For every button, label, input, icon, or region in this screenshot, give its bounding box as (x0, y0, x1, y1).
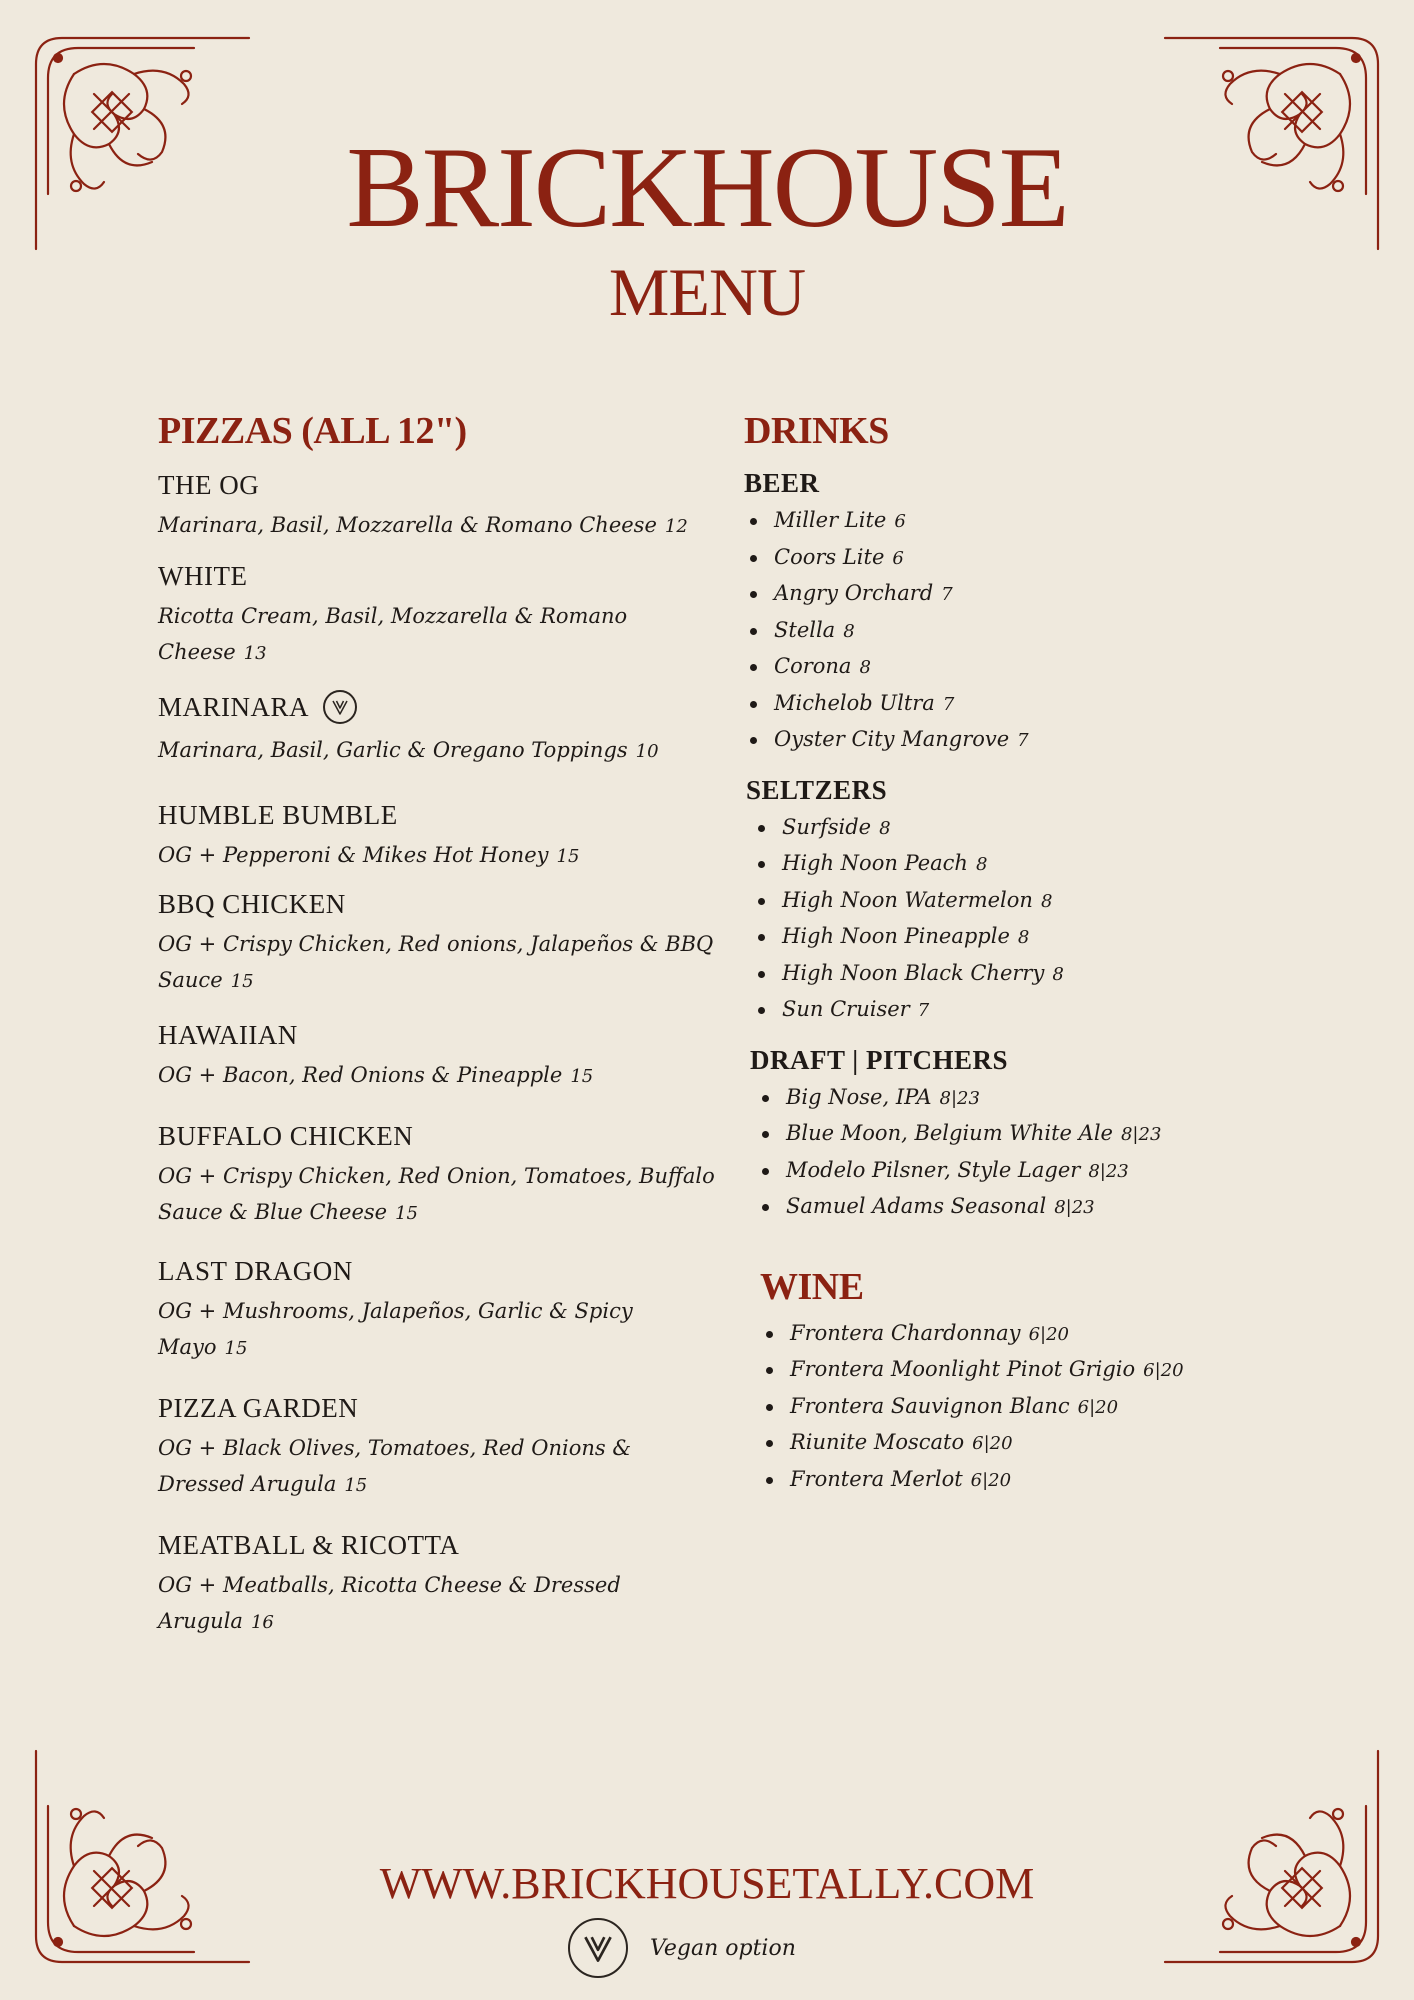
beer-item-price: 6 (894, 511, 906, 532)
wine-item-name: Riunite Moscato (790, 1430, 965, 1454)
beer-item-price: 7 (1017, 730, 1029, 751)
pizza-name (158, 891, 718, 918)
seltzers-heading: SELTZERS (746, 774, 888, 805)
website-url: WWW.BRICKHOUSETALLY.COM (379, 1859, 1035, 1908)
pizza-name (158, 563, 718, 590)
wine-list (760, 1316, 1264, 1499)
pizza-name-text: BBQ CHICKEN (158, 889, 346, 919)
beer-item (744, 686, 1264, 723)
pizza-price: 12 (664, 516, 688, 537)
pizza-price: 15 (224, 1338, 248, 1359)
pizza-description (158, 507, 718, 545)
wine-item (760, 1352, 1264, 1389)
pizza-item (158, 802, 718, 875)
seltzer-item-price: 8 (1017, 927, 1030, 948)
seltzer-item-name: Surfside (782, 814, 872, 839)
pizza-item (158, 1258, 718, 1367)
seltzer-item-price: 8 (1052, 963, 1064, 985)
pizza-description-text: Marinara, Basil, Mozzarella & Romano Cheese (158, 513, 657, 537)
pizza-description (158, 1293, 718, 1367)
ornamental-corner-bottom-left (34, 1746, 254, 1966)
pizza-name-text: PIZZA GARDEN (158, 1393, 359, 1423)
pizza-item (158, 891, 718, 1000)
pizza-item (158, 1022, 718, 1095)
wine-item-price: 6|20 (970, 1469, 1012, 1491)
pizza-price: 15 (395, 1203, 418, 1224)
seltzer-item-name: Sun Cruiser (782, 997, 910, 1021)
pizza-name (158, 1395, 718, 1422)
drinks-section (744, 412, 1264, 1498)
pizza-description-text: OG + Bacon, Red Onions & Pineapple (158, 1063, 563, 1087)
pizza-item (158, 472, 718, 545)
draft-item (756, 1153, 1264, 1190)
pizza-description (158, 732, 718, 770)
wine-item-price: 6|20 (1077, 1396, 1119, 1418)
beer-item-name: Angry Orchard (774, 581, 934, 605)
beer-item-name: Coors Lite (774, 544, 885, 569)
draft-item-price: 8|23 (1054, 1197, 1095, 1218)
wine-item-price: 6|20 (1028, 1323, 1069, 1345)
pizza-name (158, 1532, 718, 1559)
pizza-price: 15 (230, 971, 254, 992)
pizza-name-text: THE OG (158, 470, 260, 500)
pizza-name (158, 1123, 718, 1150)
seltzer-item-name: High Noon Black Cherry (782, 960, 1045, 985)
beer-item (744, 722, 1264, 759)
seltzer-item-price: 7 (917, 1000, 930, 1021)
pizza-item (158, 563, 718, 672)
ornamental-corner-bottom-right (1160, 1746, 1380, 1966)
pizza-description-text: Ricotta Cream, Basil, Mozzarella & Romano Cheese (158, 604, 628, 664)
seltzer-item (752, 846, 1264, 883)
pizza-name-text: MEATBALL & RICOTTA (158, 1530, 460, 1560)
beer-item (744, 613, 1264, 650)
pizza-description-text: OG + Pepperoni & Mikes Hot Honey (158, 843, 549, 867)
seltzer-item-price: 8 (879, 817, 891, 839)
beer-item-price: 8 (859, 657, 871, 678)
vegan-v-circle-icon (323, 690, 357, 724)
beer-item-price: 8 (843, 620, 855, 642)
pizza-price: 15 (570, 1066, 594, 1087)
wine-item-price: 6|20 (972, 1433, 1013, 1454)
seltzer-item-name: High Noon Watermelon (782, 887, 1033, 912)
drinks-heading: DRINKS (744, 410, 889, 452)
draft-list (756, 1080, 1264, 1226)
pizza-description (158, 1158, 718, 1232)
draft-item-price: 8|23 (1120, 1124, 1162, 1145)
seltzer-item-name: High Noon Pineapple (782, 924, 1010, 948)
pizza-description-text: Marinara, Basil, Garlic & Oregano Toppings (158, 738, 628, 762)
pizza-description-text: OG + Crispy Chicken, Red onions, Jalapeños & BBQ Sauce (158, 932, 714, 992)
pizza-item (158, 1532, 718, 1641)
wine-item-name: Frontera Sauvignon Blanc (790, 1393, 1070, 1418)
pizza-name (158, 1258, 718, 1285)
draft-item (756, 1080, 1264, 1117)
wine-item (760, 1389, 1264, 1426)
pizza-description (158, 837, 718, 875)
beer-item-name: Oyster City Mangrove (774, 727, 1010, 751)
beer-list (744, 503, 1264, 759)
seltzer-item-price: 8 (1040, 890, 1053, 912)
draft-item-name: Modelo Pilsner, Style Lager (786, 1157, 1081, 1182)
pizza-name-text: LAST DRAGON (158, 1256, 353, 1286)
pizza-description-text: OG + Meatballs, Ricotta Cheese & Dressed Arugula (158, 1573, 621, 1633)
pizzas-section (158, 412, 718, 1641)
vegan-legend (568, 1918, 796, 1978)
pizza-list (158, 472, 718, 1641)
draft-item (756, 1116, 1264, 1153)
vegan-legend-label: Vegan option (650, 1935, 796, 1961)
pizza-price: 10 (635, 741, 659, 762)
pizza-name (158, 472, 718, 499)
beer-item-name: Corona (774, 654, 852, 678)
pizza-item (158, 690, 718, 770)
pizza-name-text: HAWAIIAN (158, 1020, 298, 1050)
beer-item-name: Miller Lite (774, 508, 887, 532)
seltzer-item-name: High Noon Peach (782, 851, 968, 875)
seltzers-list (752, 810, 1264, 1029)
pizza-item (158, 1123, 718, 1232)
seltzer-item (752, 919, 1264, 956)
pizza-description (158, 926, 718, 1000)
wine-item (760, 1462, 1264, 1499)
pizza-name-text: WHITE (158, 561, 248, 591)
pizza-price: 15 (344, 1475, 368, 1496)
wine-item-price: 6|20 (1143, 1360, 1184, 1381)
seltzer-item (752, 992, 1264, 1029)
beer-item-price: 7 (941, 584, 953, 605)
seltzer-item (752, 810, 1264, 847)
draft-item (756, 1189, 1264, 1226)
draft-heading: DRAFT | PITCHERS (750, 1044, 1008, 1075)
wine-item (760, 1316, 1264, 1353)
beer-item-price: 7 (942, 693, 955, 715)
beer-item (744, 503, 1264, 540)
seltzer-item (752, 883, 1264, 920)
pizza-description (158, 1567, 718, 1641)
wine-item-name: Frontera Chardonnay (790, 1320, 1021, 1345)
pizza-name (158, 690, 718, 724)
pizza-price: 13 (243, 643, 267, 664)
draft-item-price: 8|23 (939, 1087, 980, 1109)
beer-item (744, 576, 1264, 613)
draft-item-name: Blue Moon, Belgium White Ale (786, 1121, 1113, 1145)
pizza-description-text: OG + Black Olives, Tomatoes, Red Onions & Dressed Arugula (158, 1436, 632, 1496)
beer-item-name: Stella (774, 617, 836, 642)
draft-item-name: Big Nose, IPA (786, 1084, 932, 1109)
pizza-price: 15 (556, 846, 580, 867)
pizza-description (158, 1057, 718, 1095)
seltzer-item (752, 956, 1264, 993)
menu-subtitle: MENU (608, 254, 806, 330)
draft-item-name: Samuel Adams Seasonal (786, 1194, 1047, 1218)
pizza-description (158, 598, 718, 672)
beer-heading: BEER (744, 468, 820, 498)
pizza-name-text: HUMBLE BUMBLE (158, 800, 398, 830)
pizza-price: 16 (250, 1612, 274, 1633)
pizza-item (158, 1395, 718, 1504)
vegan-v-circle-icon (568, 1918, 628, 1978)
wine-item-name: Frontera Merlot (790, 1466, 963, 1491)
wine-item (760, 1425, 1264, 1462)
pizza-description-text: OG + Crispy Chicken, Red Onion, Tomatoes, Buffalo Sauce & Blue Cheese (158, 1164, 715, 1224)
beer-item (744, 540, 1264, 577)
beer-item-price: 6 (892, 547, 904, 569)
draft-item-price: 8|23 (1088, 1160, 1129, 1182)
pizza-description-text: OG + Mushrooms, Jalapeños, Garlic & Spicy Mayo (158, 1299, 633, 1359)
seltzer-item-price: 8 (975, 854, 988, 875)
beer-item (744, 649, 1264, 686)
pizzas-heading: PIZZAS (ALL 12") (158, 410, 467, 452)
wine-heading: WINE (760, 1265, 864, 1308)
pizza-name-text: MARINARA (158, 691, 310, 722)
pizza-description (158, 1430, 718, 1504)
pizza-name (158, 802, 718, 829)
beer-item-name: Michelob Ultra (774, 690, 935, 715)
pizza-name (158, 1022, 718, 1049)
pizza-name-text: BUFFALO CHICKEN (158, 1121, 414, 1151)
wine-item-name: Frontera Moonlight Pinot Grigio (790, 1357, 1136, 1381)
menu-title: BRICKHOUSE (346, 124, 1068, 252)
